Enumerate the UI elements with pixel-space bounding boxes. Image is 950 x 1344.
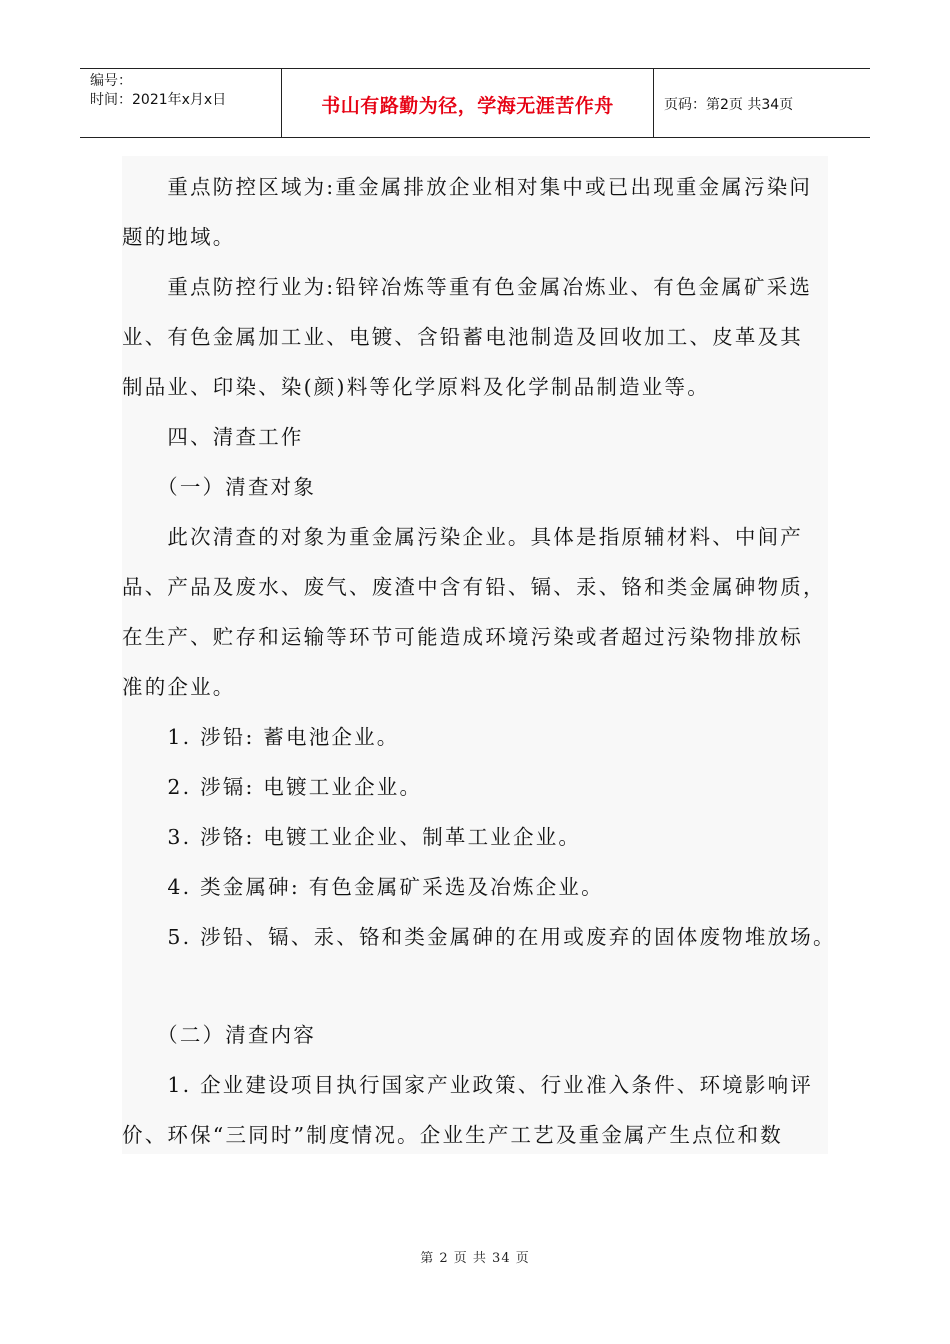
subsection-heading: （一）清查对象: [122, 475, 317, 499]
header-motto: 书山有路勤为径，学海无涯苦作舟: [282, 69, 654, 137]
body-line: 在生产、贮存和运输等环节可能造成环境污染或者超过污染物排放标: [122, 625, 803, 649]
header-meta: [80, 69, 282, 137]
body-line: 重点防控区域为:重金属排放企业相对集中或已出现重金属污染问: [122, 175, 813, 199]
page-footer: 第 2 页 共 34 页: [420, 1251, 530, 1266]
document-date-label: 时间：2021年x月x日: [90, 92, 227, 108]
list-item: 5. 涉铅、镉、汞、铬和类金属砷的在用或废弃的固体废物堆放场。: [122, 925, 836, 949]
body-line: 1. 企业建设项目执行国家产业政策、行业准入条件、环境影响评: [122, 1073, 813, 1097]
section-heading: 四、清查工作: [122, 425, 304, 449]
body-line: 制品业、印染、染(颜)料等化学原料及化学制品制造业等。: [122, 375, 710, 399]
list-item: 2. 涉镉: 电镀工业企业。: [122, 775, 423, 799]
body-line: 品、产品及废水、废气、废渣中含有铅、镉、汞、铬和类金属砷物质，: [122, 575, 826, 599]
body-line: 题的地域。: [122, 225, 236, 249]
body-line: 业、有色金属加工业、电镀、含铅蓄电池制造及回收加工、皮革及其: [122, 325, 803, 349]
document-number-label: 编号：: [90, 73, 132, 89]
list-item: 3. 涉铬: 电镀工业企业、制革工业企业。: [122, 825, 582, 849]
header-page-number: 页码：第2页 共34页: [664, 97, 794, 113]
document-body: [122, 156, 836, 1154]
body-line: 准的企业。: [122, 675, 236, 699]
body-line: 重点防控行业为:铅锌冶炼等重有色金属冶炼业、有色金属矿采选: [122, 275, 813, 299]
body-line: 价、环保“三同时”制度情况。企业生产工艺及重金属产生点位和数: [122, 1123, 783, 1147]
subsection-heading: （二）清查内容: [122, 1023, 317, 1047]
page-header: [80, 68, 870, 138]
list-item: 1. 涉铅: 蓄电池企业。: [122, 725, 400, 749]
body-line: 此次清查的对象为重金属污染企业。具体是指原辅材料、中间产: [122, 525, 803, 549]
list-item: 4. 类金属砷: 有色金属矿采选及冶炼企业。: [122, 875, 604, 899]
